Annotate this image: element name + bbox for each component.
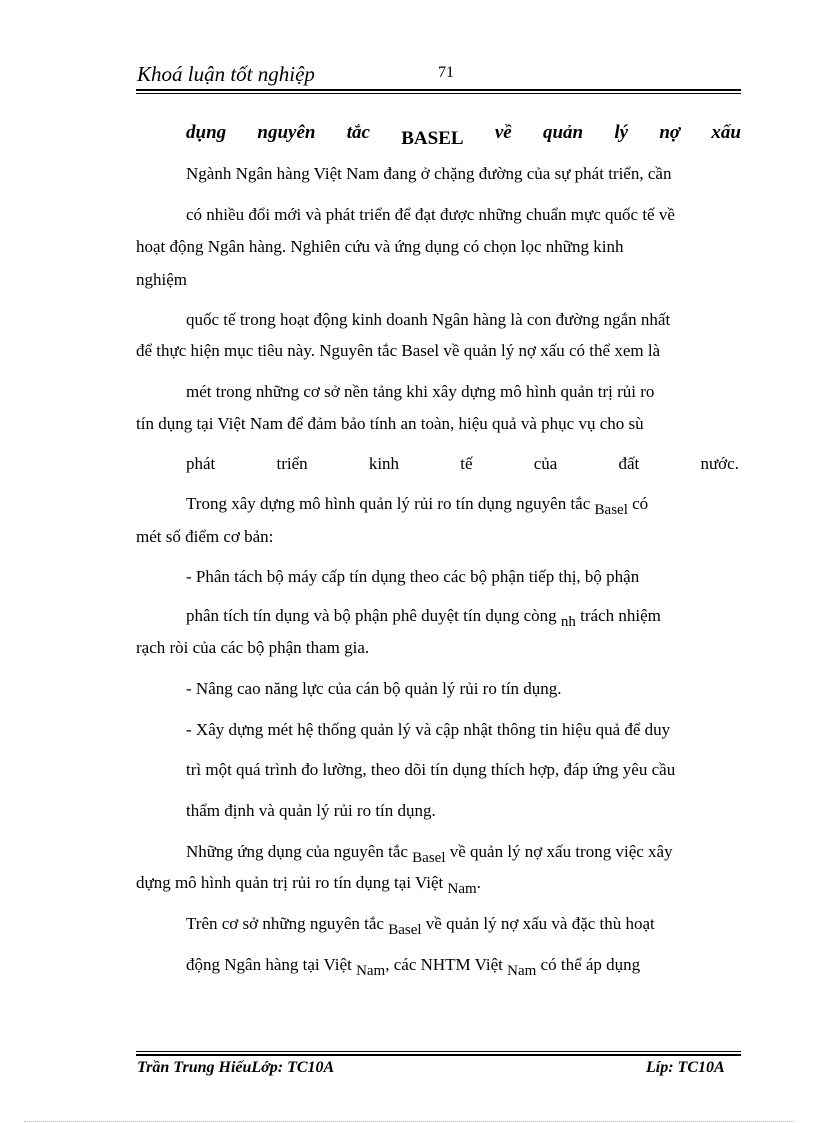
- heading-word: về: [494, 122, 512, 143]
- body-line: nghiệm: [136, 270, 187, 289]
- body-line: thẩm định và quản lý rủi ro tín dụng.: [186, 801, 436, 820]
- text: nh: [560, 614, 576, 630]
- footer-rule: [136, 1054, 741, 1056]
- text: , các NHTM Việt: [385, 955, 503, 974]
- page-edge-dots: [24, 1121, 794, 1122]
- body-line: mét trong những cơ sở nền tảng khi xây dựng mô hình quản trị rủi ro: [186, 382, 655, 401]
- body-line: hoạt động Ngân hàng. Nghiên cứu và ứng dụng có chọn lọc những kinh: [136, 237, 624, 256]
- text: về quản lý nợ xấu trong việc xây: [449, 842, 673, 861]
- word: triển: [276, 454, 308, 473]
- header-rule: [136, 89, 741, 91]
- word: kinh: [368, 454, 400, 473]
- footer-rule-thin: [136, 1051, 741, 1052]
- text: dựng mô hình quản trị rủi ro tín dụng tại Việt: [136, 873, 444, 892]
- heading-word: nguyên: [257, 122, 316, 143]
- heading-word: quản: [542, 122, 584, 143]
- header-rule-thin: [136, 93, 741, 94]
- header-title: Khoá luận tốt nghiệp: [137, 62, 315, 86]
- page-number: 71: [438, 64, 454, 81]
- text: Nam: [507, 963, 537, 979]
- body-line: [186, 914, 655, 938]
- body-line: Ngành Ngân hàng Việt Nam đang ở chặng đường của sự phát triển, cần: [186, 164, 672, 183]
- body-line: tín dụng tại Việt Nam để đảm bảo tính an toàn, hiệu quả và phục vụ cho sù: [136, 414, 644, 433]
- text: Những ứng dụng của nguyên tắc: [186, 842, 408, 861]
- word: tế: [460, 454, 473, 473]
- text: Trên cơ sở những nguyên tắc: [186, 914, 384, 933]
- body-line: quốc tế trong hoạt động kinh doanh Ngân hàng là con đường ngắn nhất: [186, 310, 671, 329]
- footer-class: Líp: TC10A: [646, 1059, 725, 1076]
- word: của: [533, 454, 558, 473]
- body-line: [186, 494, 649, 518]
- body-line: - Xây dựng mét hệ thống quản lý và cập nhật thông tin hiệu quả để duy: [186, 720, 671, 739]
- text: Basel: [594, 502, 628, 518]
- text: về quản lý nợ xấu và đặc thù hoạt: [425, 914, 655, 933]
- body-line: rạch ròi của các bộ phận tham gia.: [136, 638, 370, 657]
- heading-word: BASEL: [401, 128, 464, 149]
- heading-word: dụng: [186, 122, 227, 143]
- body-line: [186, 842, 673, 866]
- word: đất: [618, 454, 640, 473]
- text: Basel: [388, 922, 422, 938]
- text: động Ngân hàng tại Việt: [186, 955, 352, 974]
- body-line: mét số điểm cơ bản:: [136, 527, 274, 546]
- footer-author: Trần Trung HiếuLớp: TC10A: [137, 1059, 335, 1076]
- heading-word: lý: [614, 122, 629, 143]
- heading-word: nợ: [659, 122, 681, 143]
- body-line: [136, 873, 481, 897]
- section-heading: [186, 122, 741, 149]
- word: nước.: [700, 454, 739, 473]
- word: phát: [186, 454, 216, 473]
- body-line: trì một quá trình đo lường, theo dõi tín dụng thích hợp, đáp ứng yêu cầu: [186, 760, 676, 779]
- body-line: [186, 955, 641, 979]
- body-line: - Nâng cao năng lực của cán bộ quản lý rủi ro tín dụng.: [186, 679, 562, 698]
- text: trách nhiệm: [580, 606, 661, 625]
- text: Nam: [447, 881, 477, 897]
- text: Trong xây dựng mô hình quản lý rủi ro tín dụng nguyên tắc: [186, 494, 591, 513]
- body-line: có nhiều đổi mới và phát triển để đạt được những chuẩn mực quốc tế về: [186, 205, 675, 224]
- text: có thể áp dụng: [540, 955, 641, 974]
- text: Nam: [356, 963, 386, 979]
- heading-word: tắc: [346, 122, 370, 143]
- body-line-justified: [186, 454, 739, 474]
- text: Basel: [412, 850, 446, 866]
- body-line: [186, 606, 661, 630]
- text: .: [476, 873, 481, 892]
- body-line: - Phân tách bộ máy cấp tín dụng theo các bộ phận tiếp thị, bộ phận: [186, 567, 640, 586]
- text: có: [632, 494, 649, 513]
- heading-word: xấu: [711, 122, 741, 143]
- text: phân tích tín dụng và bộ phận phê duyệt tín dụng còng: [186, 606, 557, 625]
- body-line: để thực hiện mục tiêu này. Nguyên tắc Basel về quản lý nợ xấu có thể xem là: [136, 341, 661, 360]
